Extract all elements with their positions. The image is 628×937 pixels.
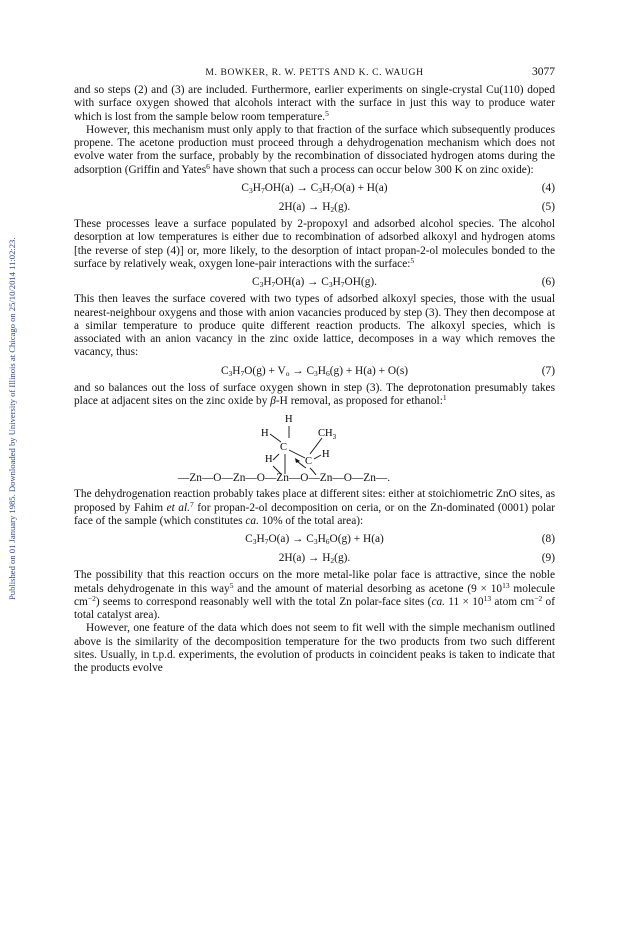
equation-number: (7) — [541, 364, 555, 377]
equation-expression: $C_3H_7OH(a) \to C_3H_7OH(g)$. — [252, 276, 377, 290]
paragraph-8: However, one feature of the data which does not seem to fit well with the simple mechanism outlined above is the similarity of the decomposition temperature for the two products from two such different sites. Usually, in t.p.d. experiments, the evolution of products in coincident peaks is taken to indicate that the products evolve — [74, 622, 555, 675]
paragraph-2: However, this mechanism must only apply to that fraction of the surface which subsequently produces propene. The acetone production must proceed through a dehydrogenation mechanism which does not evolve water from the surface, probably by the recombination of dissociated hydrogen atoms during the adsorption (Griffin and Yates$^6$ have shown that such a process can occur below 300 K on zinc oxide): — [74, 123, 555, 176]
equation-expression: $C_3H_7OH(a) \to C_3H_7O(a) + H(a)$ — [241, 182, 388, 196]
hydrogen-top: H — [285, 414, 293, 426]
equation-number: (8) — [541, 533, 555, 546]
equation-5 — [74, 199, 555, 215]
page-header — [74, 67, 555, 81]
reference-marker: 1 — [442, 393, 447, 403]
equation-number: (4) — [541, 182, 555, 195]
reference-marker: 6 — [206, 161, 210, 171]
hydrogen-lower: H — [265, 454, 273, 466]
hydrogen-left: H — [261, 428, 269, 440]
paragraph-1: and so steps (2) and (3) are included. Furthermore, earlier experiments on single-crystal Cu(110) doped with surface oxygen showed that alcohols interact with the surface in just this way to produce water which is lost from the sample below room temperature.$^5$ — [74, 84, 555, 123]
equation-expression: $2H(a) \to H_2(g)$. — [278, 552, 351, 566]
equation-number: (6) — [541, 276, 555, 289]
reference-marker: 5 — [410, 255, 415, 265]
equation-4 — [74, 180, 555, 196]
download-watermark: Published on 01 January 1985. Downloaded by University of Illinois at Chicago on 25/10/2014 11:02:23. — [7, 237, 17, 600]
reference-marker: 5 — [229, 580, 234, 590]
zinc-oxide-chain: —Zn—O—Zn—O—Zn—O—Zn—O—Zn—. — [178, 472, 391, 485]
hydrogen-right: H — [322, 449, 330, 461]
equation-expression: $C_3H_7O(a) \to C_3H_6O(g) + H(a)$ — [245, 533, 384, 547]
methyl-group: $CH_3$ — [318, 428, 337, 442]
equation-expression: $2H(a) \to H_2(g)$. — [278, 201, 351, 215]
surface-mechanism-figure — [74, 412, 555, 486]
equation-number: (5) — [541, 201, 555, 214]
paragraph-3: These processes leave a surface populated by 2-propoxyl and adsorbed alcohol species. The alcohol desorption at low temperatures is either due to recombination of adsorbed alkoxyl and hydrogen atoms [the reverse of step (4)] or, more likely, to the desorption of intact propan-2-ol molecules bonded to the surface by relatively weak, oxygen lone-pair interactions with the surface:$^5$ — [74, 218, 555, 270]
paragraph-6: The dehydrogenation reaction probably takes place at different sites: either at stoichiometric ZnO sites, as proposed by Fahim et al.$^7$ for propan-2-ol decomposition on ceria, or on the Zn-dominated (0001) polar face of the sample (which constitutes ca. 10% of the total area): — [74, 488, 556, 527]
equation-9 — [74, 550, 555, 566]
paragraph-7: The possibility that this reaction occurs on the more metal-like polar face is attractive, since the noble metals dehydrogenate in this way$^5$ and the amount of material desorbing as acetone ($9 \times 10^{13}$ molecule $cm^{-2}$) seems to correspond reasonably well with the total Zn polar-face sites (ca. $11 \times 10^{13}$ atom $cm^{-2}$ of total catalyst area). — [74, 569, 555, 622]
article-body — [74, 84, 555, 676]
equation-8 — [74, 531, 555, 547]
equation-7 — [74, 363, 555, 379]
equation-6 — [74, 274, 555, 290]
reference-marker: 7 — [189, 499, 194, 509]
equation-expression: $C_3H_7O(g) + V_o \to C_3H_6(g) + H(a) + O(s)$ — [220, 364, 409, 378]
reference-marker: 5 — [325, 108, 329, 118]
page-number: 3077 — [532, 66, 555, 78]
carbon-beta: C — [305, 456, 313, 468]
equation-number: (9) — [541, 552, 555, 565]
running-head-authors: M. BOWKER, R. W. PETTS AND K. C. WAUGH — [205, 67, 424, 78]
paragraph-5: and so balances out the loss of surface oxygen shown in step (3). The deprotonation presumably takes place at adjacent sites on the zinc oxide by β-H removal, as proposed for ethanol:$^1$ — [74, 381, 555, 408]
paragraph-4: This then leaves the surface covered with two types of adsorbed alkoxyl species, those with the usual nearest-neighbour oxygens and those with anion vacancies produced by step (3). They then decompose at a similar temperature to produce quite different reaction products. The alkoxyl species, which is associated with an anion vacancy in the zinc oxide lattice, decomposes in a way which removes the vacancy, thus: — [74, 293, 555, 359]
carbon-alpha: C — [280, 442, 288, 454]
